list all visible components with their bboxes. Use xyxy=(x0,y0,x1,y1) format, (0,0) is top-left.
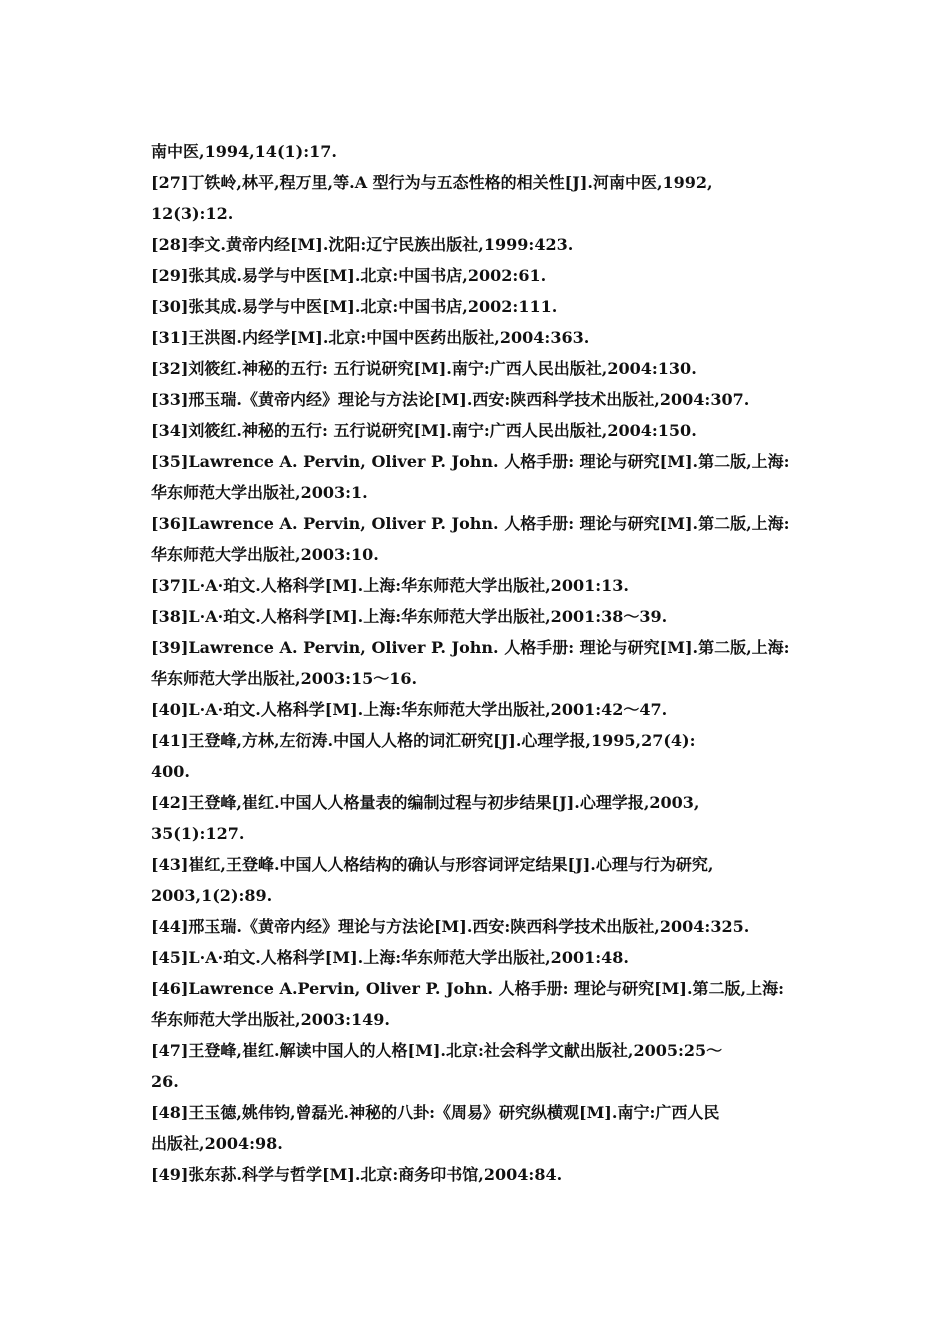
reference-line: [48]王玉德,姚伟钧,曾磊光.神秘的八卦:《周易》研究纵横观[M].南宁:广西人民 xyxy=(151,1103,720,1122)
reference-item xyxy=(151,167,811,229)
reference-line: [38]L·A·珀文.人格科学[M].上海:华东师范大学出版社,2001:38～39. xyxy=(151,607,668,626)
reference-line: 南中医,1994,14(1):17. xyxy=(151,142,337,161)
reference-item xyxy=(151,911,811,942)
reference-line: [32]刘筱红.神秘的五行: 五行说研究[M].南宁:广西人民出版社,2004:130. xyxy=(151,359,697,378)
reference-line: [34]刘筱红.神秘的五行: 五行说研究[M].南宁:广西人民出版社,2004:150. xyxy=(151,421,697,440)
reference-item xyxy=(151,849,811,911)
reference-line: [47]王登峰,崔红.解读中国人的人格[M].北京:社会科学文献出版社,2005:25～ xyxy=(151,1041,723,1060)
reference-item xyxy=(151,136,811,167)
reference-line: [28]李文.黄帝内经[M].沈阳:辽宁民族出版社,1999:423. xyxy=(151,235,574,254)
reference-list xyxy=(151,136,811,1190)
reference-item xyxy=(151,1159,811,1190)
reference-item xyxy=(151,353,811,384)
reference-item xyxy=(151,725,811,787)
reference-item xyxy=(151,942,811,973)
reference-item xyxy=(151,973,811,1035)
reference-line: [41]王登峰,方林,左衍涛.中国人人格的词汇研究[J].心理学报,1995,27(4): xyxy=(151,731,696,750)
reference-line: [36]Lawrence A. Pervin, Oliver P. John. 人格手册: 理论与研究[M].第二版,上海: xyxy=(151,514,790,533)
reference-item xyxy=(151,1035,811,1097)
document-page xyxy=(151,136,811,1190)
reference-line: 华东师范大学出版社,2003:149. xyxy=(151,1010,390,1029)
reference-line: 2003,1(2):89. xyxy=(151,886,273,905)
reference-item xyxy=(151,1097,811,1159)
reference-line: [40]L·A·珀文.人格科学[M].上海:华东师范大学出版社,2001:42～47. xyxy=(151,700,668,719)
reference-item xyxy=(151,446,811,508)
reference-line: 12(3):12. xyxy=(151,204,234,223)
reference-item xyxy=(151,787,811,849)
reference-line: [49]张东荪.科学与哲学[M].北京:商务印书馆,2004:84. xyxy=(151,1165,563,1184)
reference-line: [33]邢玉瑞.《黄帝内经》理论与方法论[M].西安:陕西科学技术出版社,2004:307. xyxy=(151,390,750,409)
reference-line: 华东师范大学出版社,2003:10. xyxy=(151,545,379,564)
reference-line: 35(1):127. xyxy=(151,824,245,843)
reference-line: [31]王洪图.内经学[M].北京:中国中医药出版社,2004:363. xyxy=(151,328,590,347)
reference-line: [29]张其成.易学与中医[M].北京:中国书店,2002:61. xyxy=(151,266,547,285)
reference-line: [43]崔红,王登峰.中国人人格结构的确认与形容词评定结果[J].心理与行为研究, xyxy=(151,855,714,874)
reference-item xyxy=(151,322,811,353)
reference-item xyxy=(151,632,811,694)
reference-item xyxy=(151,694,811,725)
reference-line: 华东师范大学出版社,2003:15～16. xyxy=(151,669,418,688)
reference-line: [39]Lawrence A. Pervin, Oliver P. John. 人格手册: 理论与研究[M].第二版,上海: xyxy=(151,638,790,657)
reference-item xyxy=(151,229,811,260)
reference-line: [44]邢玉瑞.《黄帝内经》理论与方法论[M].西安:陕西科学技术出版社,2004:325. xyxy=(151,917,750,936)
reference-line: [30]张其成.易学与中医[M].北京:中国书店,2002:111. xyxy=(151,297,558,316)
reference-line: [37]L·A·珀文.人格科学[M].上海:华东师范大学出版社,2001:13. xyxy=(151,576,629,595)
reference-line: [35]Lawrence A. Pervin, Oliver P. John. 人格手册: 理论与研究[M].第二版,上海: xyxy=(151,452,790,471)
reference-line: 华东师范大学出版社,2003:1. xyxy=(151,483,368,502)
reference-item xyxy=(151,384,811,415)
reference-item xyxy=(151,508,811,570)
reference-line: [42]王登峰,崔红.中国人人格量表的编制过程与初步结果[J].心理学报,2003, xyxy=(151,793,700,812)
reference-line: 400. xyxy=(151,762,190,781)
reference-item xyxy=(151,291,811,322)
reference-line: [46]Lawrence A.Pervin, Oliver P. John. 人格手册: 理论与研究[M].第二版,上海: xyxy=(151,979,784,998)
reference-line: 26. xyxy=(151,1072,179,1091)
reference-line: 出版社,2004:98. xyxy=(151,1134,283,1153)
reference-item xyxy=(151,260,811,291)
reference-line: [45]L·A·珀文.人格科学[M].上海:华东师范大学出版社,2001:48. xyxy=(151,948,629,967)
reference-item xyxy=(151,601,811,632)
reference-item xyxy=(151,415,811,446)
reference-line: [27]丁铁岭,林平,程万里,等.A 型行为与五态性格的相关性[J].河南中医,1992, xyxy=(151,173,713,192)
reference-item xyxy=(151,570,811,601)
